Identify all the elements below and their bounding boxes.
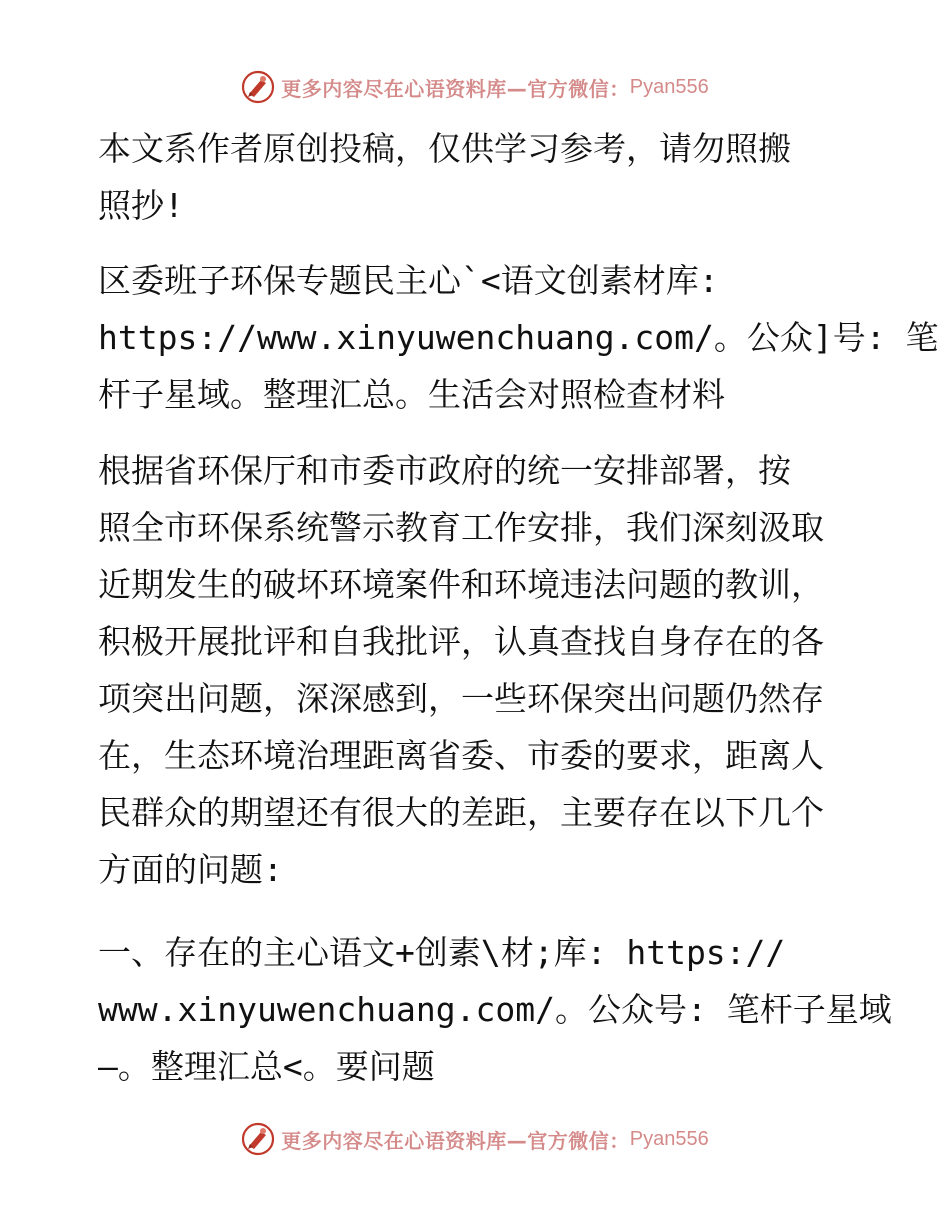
footer-banner-text: 更多内容尽在心语资料库—官方微信： <box>281 1128 630 1153</box>
paragraph-line: www.xinyuwenchuang.com/。公众号: 笔杆子星域 <box>98 990 892 1029</box>
paragraph-line: 项突出问题，深深感到，一些环保突出问题仍然存 <box>98 679 824 718</box>
paragraph-line: 根据省环保厅和市委市政府的统一安排部署，按 <box>98 451 791 490</box>
header-watermark-banner <box>0 70 950 104</box>
paragraph-line: 在，生态环境治理距离省委、市委的要求，距离人 <box>98 736 824 775</box>
paragraph-line: https://www.xinyuwenchuang.com/。公众]号: 笔 <box>98 318 939 357</box>
paragraph-line: 近期发生的破坏环境案件和环境违法问题的教训， <box>98 565 824 604</box>
paragraph-line: 杆子星域。整理汇总。生活会对照检查材料 <box>98 375 725 414</box>
paragraph-line: 照全市环保系统警示教育工作安排，我们深刻汲取 <box>98 508 824 547</box>
logo-icon <box>241 1122 275 1156</box>
paragraph-3 <box>98 442 858 898</box>
header-banner-wechat-id: Pyan556 <box>629 75 709 98</box>
footer-watermark-banner <box>0 1122 950 1156</box>
paragraph-line: 照抄! <box>98 186 184 225</box>
paragraph-line: 一、存在的主心语文+创素\材;库: https:// <box>98 933 786 972</box>
paragraph-2 <box>98 252 939 423</box>
paragraph-line: 方面的问题: <box>98 850 283 889</box>
paragraph-4 <box>98 924 892 1095</box>
paragraph-line: 积极开展批评和自我批评，认真查找自身存在的各 <box>98 622 824 661</box>
paragraph-line: 区委班子环保专题民主心`<语文创素材库: <box>98 261 719 300</box>
logo-icon <box>241 70 275 104</box>
paragraph-line: —。整理汇总<。要问题 <box>98 1047 435 1086</box>
paragraph-line: 本文系作者原创投稿，仅供学习参考，请勿照搬 <box>98 129 791 168</box>
header-banner-text: 更多内容尽在心语资料库—官方微信： <box>281 76 630 101</box>
paragraph-1 <box>98 120 858 234</box>
paragraph-line: 民群众的期望还有很大的差距，主要存在以下几个 <box>98 793 824 832</box>
footer-banner-wechat-id: Pyan556 <box>629 1127 709 1150</box>
